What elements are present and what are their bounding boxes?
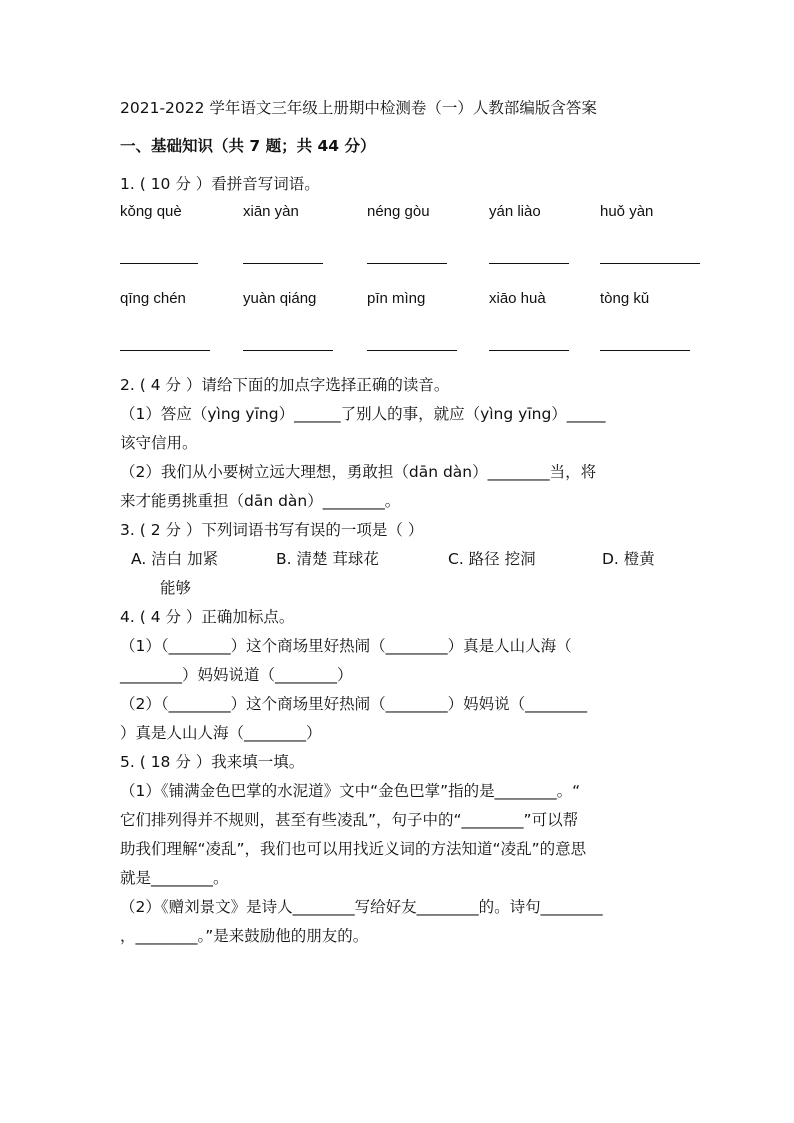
question-2-line: 该守信用。 xyxy=(120,434,198,452)
question-5-line: ，________。”是来鼓励他的朋友的。 xyxy=(120,927,369,945)
question-5-line: 助我们理解“凌乱”，我们也可以用找近义词的方法知道“凌乱”的意思 xyxy=(120,840,587,858)
pinyin-2: xiān yàn xyxy=(243,203,299,220)
question-5-line: （1）《铺满金色巴掌的水泥道》文中“金色巴掌”指的是________。“ xyxy=(120,782,581,800)
pinyin-3: néng gòu xyxy=(367,203,430,220)
answer-blank[interactable] xyxy=(489,263,569,264)
question-4-line: （1）（________）这个商场里好热闹（________）真是人山人海（ xyxy=(120,637,572,655)
pinyin-10: tòng kǔ xyxy=(600,290,650,307)
question-4-stem: 4. ( 4 分 ）正确加标点。 xyxy=(120,608,295,626)
pinyin-5: huǒ yàn xyxy=(600,203,654,220)
question-5-line: 就是________。 xyxy=(120,869,229,887)
question-5-line: （2）《赠刘景文》是诗人________写给好友________的。诗句________ xyxy=(120,898,603,916)
answer-blank[interactable] xyxy=(243,350,333,351)
question-2-line: 来才能勇挑重担（dān dàn）________。 xyxy=(120,492,401,510)
pinyin-9: xiāo huà xyxy=(489,290,546,307)
answer-blank[interactable] xyxy=(367,350,457,351)
answer-blank[interactable] xyxy=(600,263,700,264)
answer-blank[interactable] xyxy=(120,263,198,264)
question-4-line: ________）妈妈说道（________） xyxy=(120,666,353,684)
question-2-line: （1）答应（yìng yīng）______了别人的事，就应（yìng yīng）_____ xyxy=(120,405,606,423)
option-d-continued: 能够 xyxy=(160,579,192,597)
question-4-line: （2）（________）这个商场里好热闹（________）妈妈说（________ xyxy=(120,695,588,713)
question-3-stem: 3. ( 2 分 ）下列词语书写有误的一项是（ ） xyxy=(120,521,424,539)
pinyin-1: kǒng què xyxy=(120,203,182,220)
question-5-stem: 5. ( 18 分 ）我来填一填。 xyxy=(120,753,305,771)
pinyin-8: pīn mìng xyxy=(367,290,426,307)
question-2-line: （2）我们从小要树立远大理想，勇敢担（dān dàn）________当，将 xyxy=(120,463,597,481)
answer-blank[interactable] xyxy=(489,350,569,351)
option-a[interactable]: A. 洁白 加紧 xyxy=(131,550,219,568)
answer-blank[interactable] xyxy=(243,263,323,264)
pinyin-7: yuàn qiáng xyxy=(243,290,317,307)
pinyin-4: yán liào xyxy=(489,203,541,220)
answer-blank[interactable] xyxy=(600,350,690,351)
option-d[interactable]: D. 橙黄 xyxy=(602,550,655,568)
question-5-line: 它们排列得并不规则，甚至有些凌乱”，句子中的“________”可以帮 xyxy=(120,811,579,829)
pinyin-6: qīng chén xyxy=(120,290,186,307)
option-c[interactable]: C. 路径 挖洞 xyxy=(448,550,536,568)
answer-blank[interactable] xyxy=(367,263,447,264)
answer-blank[interactable] xyxy=(120,350,210,351)
option-b[interactable]: B. 清楚 茸球花 xyxy=(276,550,379,568)
question-1-stem: 1. ( 10 分 ）看拼音写词语。 xyxy=(120,175,320,193)
question-4-line: ）真是人山人海（________） xyxy=(120,724,322,742)
document-title: 2021-2022 学年语文三年级上册期中检测卷（一）人教部编版含答案 xyxy=(120,99,597,117)
section-heading: 一、基础知识（共 7 题；共 44 分） xyxy=(120,137,376,155)
question-2-stem: 2. ( 4 分 ）请给下面的加点字选择正确的读音。 xyxy=(120,376,450,394)
